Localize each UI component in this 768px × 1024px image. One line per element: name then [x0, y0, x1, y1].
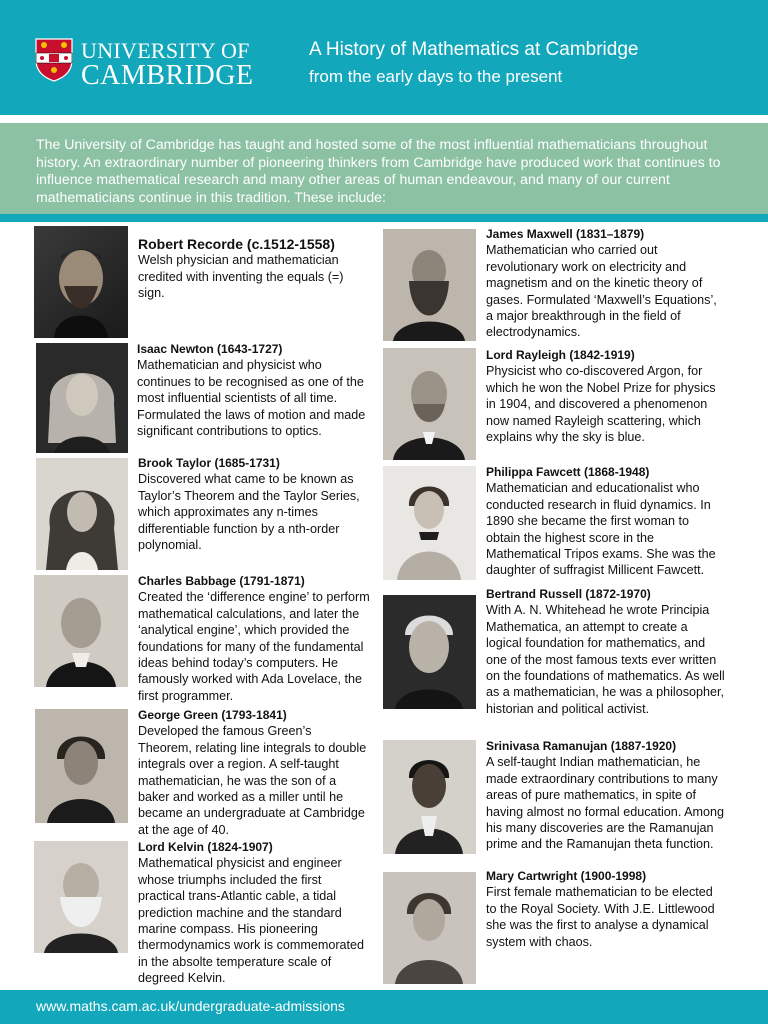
- mathematician-name: Bertrand Russell (1872-1970): [486, 587, 651, 601]
- page-title: A History of Mathematics at Cambridge: [309, 39, 639, 60]
- mathematician-name: James Maxwell (1831–1879): [486, 227, 645, 241]
- mathematician-name: Lord Rayleigh (1842-1919): [486, 348, 635, 362]
- portrait-photo: [383, 740, 476, 854]
- university-logo[interactable]: [35, 38, 254, 91]
- mathematician-name: George Green (1793-1841): [138, 708, 287, 722]
- intro-banner: [0, 123, 768, 214]
- mathematician-description: Mathematician who carried out revolutionary work on electricity and magnetism and on the kinetic theory of gases. Formulated ‘Maxwell’s Equations’, a major breakthrough in the field of electrodynamics.: [486, 243, 717, 340]
- page-title-block: [309, 36, 638, 90]
- portrait-photo: [34, 841, 128, 953]
- mathematician-description: Welsh physician and mathematician credited with inventing the equals (=) sign.: [138, 253, 344, 301]
- intro-text: The University of Cambridge has taught and hosted some of the most influential mathematicians throughout history. An extraordinary number of pioneering thinkers from Cambridge have produced work that continues to influence mathematical research and many other areas of human endeavour, and many of our current mathematicians continue in this tradition. These include:: [36, 136, 721, 205]
- cambridge-crest-icon: [35, 38, 73, 82]
- mathematician-name: Philippa Fawcett (1868-1948): [486, 465, 650, 479]
- portrait-photo: [36, 458, 128, 570]
- logo-line-1: UNIVERSITY OF: [81, 38, 250, 63]
- divider: [0, 115, 768, 123]
- header: [0, 0, 768, 115]
- mathematician-name: Isaac Newton (1643-1727): [137, 342, 283, 356]
- logo-line-2: CAMBRIDGE: [81, 60, 254, 91]
- footer-url-link[interactable]: www.maths.cam.ac.uk/undergraduate-admissions: [36, 998, 345, 1014]
- portrait-photo: [383, 348, 476, 460]
- portrait-photo: [383, 229, 476, 341]
- mathematician-description: Created the ‘difference engine’ to perform mathematical calculations, and later the ‘analytical engine’, which provided the foundations for many of the fundamental ideas behind today’s computers. He famously worked with Ada Lovelace, the first programmer.: [138, 590, 370, 703]
- page-subtitle: from the early days to the present: [309, 67, 563, 86]
- divider: [0, 214, 768, 222]
- portrait-photo: [34, 226, 128, 338]
- portrait-photo: [35, 709, 128, 823]
- portrait-photo: [383, 466, 476, 580]
- portrait-photo: [383, 872, 476, 984]
- mathematician-description: A self-taught Indian mathematician, he made extraordinary contributions to many areas of pure mathematics, in spite of having almost no formal education. Among his many discoveries are the Ramanujan prime and the Ramanujan theta function.: [486, 755, 725, 852]
- mathematician-name: Robert Recorde (c.1512-1558): [138, 236, 335, 252]
- mathematician-description: With A. N. Whitehead he wrote Principia Mathematica, an attempt to create a logical foundation for mathematics, and one of the most famous texts ever written on the foundations of mathematics. As well as a mathematician, he was a philosopher, historian and political activist.: [486, 603, 725, 716]
- mathematician-description: Physicist who co-discovered Argon, for which he won the Nobel Prize for physics in 1904, and discovered a phenomenon now named Rayleigh scattering, which explains why the sky is blue.: [486, 364, 716, 445]
- mathematician-name: Brook Taylor (1685-1731): [138, 456, 280, 470]
- portrait-photo: [36, 343, 128, 453]
- mathematician-name: Charles Babbage (1791-1871): [138, 574, 305, 588]
- portrait-photo: [34, 575, 128, 687]
- footer: [0, 990, 768, 1024]
- mathematician-description: Mathematician and physicist who continues to be recognised as one of the most influential scientists of all time. Formulated the laws of motion and made significant contributions to optics.: [137, 358, 366, 439]
- mathematician-name: Lord Kelvin (1824-1907): [138, 840, 273, 854]
- mathematician-description: First female mathematician to be elected to the Royal Society. With J.E. Littlewood she was the first to analyse a dynamical system with chaos.: [486, 885, 715, 949]
- mathematician-description: Mathematician and educationalist who conducted research in fluid dynamics. In 1890 she became the first woman to obtain the highest score in the Mathematical Tripos exams. She was the daughter of suffragist Millicent Fawcett.: [486, 481, 716, 578]
- mathematician-description: Discovered what came to be known as Taylor’s Theorem and the Taylor Series, which approximates any n-times differentiable function by a nth-order polynomial.: [138, 472, 360, 553]
- mathematician-name: Srinivasa Ramanujan (1887-1920): [486, 739, 677, 753]
- mathematician-name: Mary Cartwright (1900-1998): [486, 869, 647, 883]
- mathematician-description: Developed the famous Green’s Theorem, relating line integrals to double integrals over a region. A self-taught mathematician, he was the son of a baker and worked as a miller until he became an undergraduate at Cambridge at the age of 40.: [138, 724, 367, 837]
- mathematician-description: Mathematical physicist and engineer whose triumphs included the first practical trans-Atlantic cable, a tidal prediction machine and the standard marine compass. His pioneering thermodynamics work is commemorated in the absolte temperature scale of degreed Kelvin.: [138, 856, 365, 986]
- portrait-photo: [383, 595, 476, 709]
